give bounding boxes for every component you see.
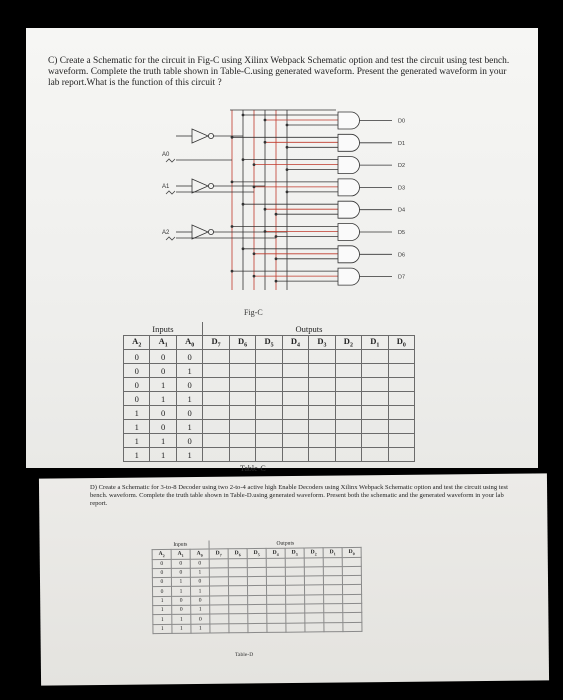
table-d-output-cell[interactable] (286, 623, 305, 632)
table-d-column-header: $D_0$ (342, 548, 361, 557)
output-label: D4 (398, 207, 406, 214)
table-d-output-cell[interactable] (323, 566, 342, 575)
output-label: D2 (398, 163, 406, 170)
wire-junction (242, 114, 244, 116)
table-d (152, 539, 363, 634)
wire-junction (253, 275, 255, 277)
table-d-input-cell: 1 (190, 568, 209, 577)
table-c-output-cell[interactable] (203, 350, 229, 364)
table-d-input-cell: 1 (172, 615, 191, 624)
table-d-column-header: $D_6$ (228, 549, 247, 558)
table-d-output-cell[interactable] (247, 586, 266, 595)
table-d-input-cell: 0 (190, 577, 209, 586)
table-d-output-cell[interactable] (210, 623, 229, 632)
table-d-output-cell[interactable] (286, 604, 305, 613)
table-d-inputs-header: Inputs (152, 540, 209, 549)
table-d-output-cell[interactable] (228, 586, 247, 595)
table-c-output-cell[interactable] (256, 434, 282, 448)
table-d-output-cell[interactable] (323, 576, 342, 585)
table-c-output-cell[interactable] (282, 378, 308, 392)
wire-junction (275, 236, 277, 238)
table-d-output-cell[interactable] (229, 595, 248, 604)
table-c-column-header: $D_3$ (309, 336, 335, 350)
table-d-output-cell[interactable] (305, 622, 324, 631)
and-gate (338, 201, 360, 218)
table-d-output-cell[interactable] (305, 613, 324, 622)
table-c-output-cell[interactable] (362, 392, 388, 406)
table-d-input-cell: 1 (153, 605, 172, 614)
table-d-input-cell: 0 (171, 568, 190, 577)
table-c-output-cell[interactable] (309, 448, 335, 462)
and-gate (338, 112, 360, 129)
table-d-input-cell: 1 (153, 615, 172, 624)
wire-junction (231, 181, 233, 183)
wire-junction (253, 186, 255, 188)
table-c-output-cell[interactable] (309, 392, 335, 406)
input-switch-icon (166, 237, 175, 240)
output-label: D6 (398, 252, 406, 259)
table-c-input-cell: 0 (150, 350, 176, 364)
table-d-input-cell: 0 (191, 614, 210, 623)
and-gate (338, 224, 360, 241)
table-d-input-cell: 0 (152, 559, 171, 568)
table-c-output-cell[interactable] (362, 406, 388, 420)
table-c-input-cell: 1 (150, 392, 176, 406)
wire-junction (242, 203, 244, 205)
table-d-output-cell[interactable] (209, 577, 228, 586)
table-d-output-cell[interactable] (343, 603, 362, 612)
table-c-output-cell[interactable] (282, 420, 308, 434)
table-c-output-cell[interactable] (282, 392, 308, 406)
table-d-input-cell: 0 (172, 605, 191, 614)
table-c-output-cell[interactable] (335, 350, 361, 364)
table-c-output-cell[interactable] (203, 378, 229, 392)
table-c-caption: Table-C (240, 464, 266, 473)
wire-junction (231, 136, 233, 138)
table-d-output-cell[interactable] (266, 558, 285, 567)
table-c-input-cell: 0 (176, 434, 202, 448)
table-d-output-cell[interactable] (267, 623, 286, 632)
table-c-row (124, 378, 415, 392)
table-d-output-cell[interactable] (248, 614, 267, 623)
table-c-input-cell: 0 (176, 378, 202, 392)
table-d-output-cell[interactable] (324, 594, 343, 603)
table-c-output-cell[interactable] (388, 350, 414, 364)
question-c-text: C) Create a Schematic for the circuit in Fig-C using Xilinx Webpack Schematic option and test the circuit using test bench. waveform. Complete the truth table shown in Table-C.using generated waveform. Present the generated waveform in your lab report.What is the function of this circuit ? (48, 56, 512, 88)
table-d-input-cell: 1 (171, 577, 190, 586)
table-c-output-cell[interactable] (229, 448, 255, 462)
table-c-output-cell[interactable] (388, 364, 414, 378)
table-c-output-cell[interactable] (229, 434, 255, 448)
output-label: D0 (398, 118, 406, 125)
input-switch-icon (166, 191, 175, 194)
table-d-outputs-header: Outputs (209, 539, 361, 549)
table-d-output-cell[interactable] (209, 558, 228, 567)
output-label: D7 (398, 274, 406, 281)
table-c-output-cell[interactable] (388, 406, 414, 420)
table-c-input-cell: 1 (150, 434, 176, 448)
table-c-output-cell[interactable] (203, 364, 229, 378)
table-d-output-cell[interactable] (248, 623, 267, 632)
table-c-input-cell: 0 (150, 364, 176, 378)
table-c-output-cell[interactable] (309, 378, 335, 392)
table-c-output-cell[interactable] (309, 420, 335, 434)
wire-junction (253, 253, 255, 255)
table-c-output-cell[interactable] (229, 392, 255, 406)
table-d-row (153, 622, 362, 633)
table-d-output-cell[interactable] (248, 604, 267, 613)
and-gate (338, 246, 359, 263)
table-c-input-cell: 0 (150, 406, 176, 420)
input-switch-icon (166, 159, 175, 162)
table-d-output-cell[interactable] (304, 576, 323, 585)
table-d-input-cell: 0 (171, 559, 190, 568)
table-d-column-header: $A_0$ (190, 549, 209, 558)
inverter-bubble (208, 183, 213, 188)
table-c-row (124, 434, 415, 448)
table-d-output-cell[interactable] (324, 604, 343, 613)
table-d-output-cell[interactable] (209, 568, 228, 577)
table-d-input-cell: 0 (152, 568, 171, 577)
table-d-output-cell[interactable] (324, 622, 343, 631)
table-c-output-cell[interactable] (362, 434, 388, 448)
table-d-output-cell[interactable] (342, 566, 361, 575)
wire-junction (242, 248, 244, 250)
table-c-input-cell: 1 (124, 434, 150, 448)
table-c-row (124, 392, 415, 406)
table-c-output-cell[interactable] (362, 448, 388, 462)
and-gate (338, 157, 360, 174)
table-c-input-cell: 1 (150, 448, 176, 462)
inverter-gate (192, 129, 208, 143)
table-d-input-cell: 0 (152, 578, 171, 587)
table-c-column-header-row (124, 336, 415, 350)
table-d-output-cell[interactable] (343, 622, 362, 631)
table-d-input-cell: 1 (153, 596, 172, 605)
table-d-column-header: $A_1$ (171, 549, 190, 558)
table-c-output-cell[interactable] (388, 392, 414, 406)
inverter-bubble (208, 229, 213, 234)
table-c-column-header: $D_2$ (335, 336, 361, 350)
table-c-output-cell[interactable] (388, 378, 414, 392)
table-c-output-cell[interactable] (203, 392, 229, 406)
table-c-input-cell: 0 (124, 364, 150, 378)
table-c-input-cell: 1 (124, 420, 150, 434)
table-c-column-header: $D_0$ (388, 336, 414, 350)
table-c-column-header: $A_2$ (124, 336, 150, 350)
table-d-input-cell: 1 (172, 624, 191, 633)
table-d-output-cell[interactable] (285, 567, 304, 576)
input-label: A1 (162, 184, 170, 190)
table-c-output-cell[interactable] (229, 350, 255, 364)
table-c-row (124, 420, 415, 434)
table-c-row (124, 350, 415, 364)
table-d-output-cell[interactable] (285, 585, 304, 594)
table-c-column-header: $D_7$ (203, 336, 229, 350)
table-c-output-cell[interactable] (203, 448, 229, 462)
table-d-output-cell[interactable] (209, 586, 228, 595)
table-d-output-cell[interactable] (286, 613, 305, 622)
table-c-output-cell[interactable] (282, 350, 308, 364)
table-c-output-cell[interactable] (362, 420, 388, 434)
table-d-column-header: $A_2$ (152, 550, 171, 559)
table-c-input-cell: 0 (124, 350, 150, 364)
table-d-input-cell: 0 (191, 596, 210, 605)
table-c-output-cell[interactable] (335, 392, 361, 406)
table-d-output-cell[interactable] (266, 567, 285, 576)
table-c-output-cell[interactable] (388, 420, 414, 434)
table-d-output-cell[interactable] (267, 595, 286, 604)
wire-junction (264, 141, 266, 143)
table-c-column-header: $D_6$ (229, 336, 255, 350)
table-d-output-cell[interactable] (266, 586, 285, 595)
table-c-input-cell: 1 (176, 420, 202, 434)
table-d-output-cell[interactable] (228, 567, 247, 576)
table-d-column-header: $D_4$ (266, 549, 285, 558)
table-c-group-header-row (124, 322, 415, 336)
table-d-output-cell[interactable] (323, 585, 342, 594)
and-gate (338, 134, 360, 151)
table-c-input-cell: 1 (150, 378, 176, 392)
table-d-output-cell[interactable] (343, 613, 362, 622)
table-d-output-cell[interactable] (342, 585, 361, 594)
table-d-input-cell: 1 (191, 624, 210, 633)
table-d-column-header: $D_3$ (285, 548, 304, 557)
table-d-column-header: $D_5$ (247, 549, 266, 558)
output-label: D3 (398, 185, 406, 192)
table-d-input-cell: 1 (190, 586, 209, 595)
table-d-output-cell[interactable] (229, 605, 248, 614)
table-d-output-cell[interactable] (342, 576, 361, 585)
table-d-output-cell[interactable] (342, 557, 361, 566)
and-gate (338, 268, 359, 285)
table-c-output-cell[interactable] (309, 350, 335, 364)
table-d-output-cell[interactable] (285, 558, 304, 567)
table-c-output-cell[interactable] (203, 434, 229, 448)
table-d-output-cell[interactable] (247, 558, 266, 567)
table-d-output-cell[interactable] (304, 585, 323, 594)
table-c-column-header: $D_4$ (282, 336, 308, 350)
output-label: D1 (398, 140, 406, 147)
table-c-output-cell[interactable] (309, 406, 335, 420)
table-c-output-cell[interactable] (282, 364, 308, 378)
table-c-input-cell: 0 (150, 420, 176, 434)
table-d-output-cell[interactable] (248, 595, 267, 604)
inverter-gate (192, 225, 208, 239)
table-d-output-cell[interactable] (210, 614, 229, 623)
table-c-input-cell: 0 (176, 406, 202, 420)
table-d-output-cell[interactable] (304, 557, 323, 566)
table-c-output-cell[interactable] (256, 392, 282, 406)
table-c-output-cell[interactable] (388, 434, 414, 448)
table-c-output-cell[interactable] (335, 364, 361, 378)
table-c-output-cell[interactable] (335, 448, 361, 462)
table-d-caption: Table-D (235, 652, 254, 658)
input-label: A0 (162, 152, 170, 158)
table-d-output-cell[interactable] (324, 613, 343, 622)
table-c-output-cell[interactable] (309, 364, 335, 378)
table-c-input-cell: 1 (176, 364, 202, 378)
table-c-output-cell[interactable] (203, 406, 229, 420)
input-label: A2 (162, 230, 170, 236)
table-d-column-header: $D_7$ (209, 549, 228, 558)
table-d-input-cell: 1 (153, 624, 172, 633)
table-d-output-cell[interactable] (266, 576, 285, 585)
table-c-output-cell[interactable] (256, 406, 282, 420)
table-c-outputs-header: Outputs (203, 322, 415, 336)
table-d-output-cell[interactable] (267, 614, 286, 623)
wire-junction (275, 213, 277, 215)
table-c-output-cell[interactable] (229, 378, 255, 392)
and-gate (338, 179, 360, 196)
table-c-output-cell[interactable] (335, 378, 361, 392)
table-c-column-header: $D_1$ (362, 336, 388, 350)
wire-junction (275, 280, 277, 282)
table-c-input-cell: 0 (124, 378, 150, 392)
table-c-input-cell: 0 (176, 350, 202, 364)
table-c-inputs-header: Inputs (124, 322, 203, 336)
table-d-output-cell[interactable] (285, 576, 304, 585)
table-c-input-cell: 1 (176, 392, 202, 406)
table-d-input-cell: 0 (172, 596, 191, 605)
table-c-output-cell[interactable] (335, 406, 361, 420)
table-d-output-cell[interactable] (247, 567, 266, 576)
table-d-output-cell[interactable] (286, 595, 305, 604)
fig-c-schematic (0, 0, 563, 320)
table-d-input-cell: 0 (153, 587, 172, 596)
table-c-output-cell[interactable] (256, 364, 282, 378)
table-c-row (124, 364, 415, 378)
table-c-output-cell[interactable] (203, 420, 229, 434)
wire-junction (253, 164, 255, 166)
table-d-output-cell[interactable] (304, 567, 323, 576)
table-d-output-cell[interactable] (228, 577, 247, 586)
table-c-output-cell[interactable] (282, 448, 308, 462)
table-c-input-cell: 0 (124, 392, 150, 406)
output-label: D5 (398, 230, 406, 236)
wire-junction (264, 119, 266, 121)
table-d-input-cell: 0 (190, 559, 209, 568)
wire-junction (275, 258, 277, 260)
table-d-output-cell[interactable] (228, 558, 247, 567)
table-c-output-cell[interactable] (362, 350, 388, 364)
table-d-output-cell[interactable] (305, 604, 324, 613)
wire-junction (231, 270, 233, 272)
table-d-column-header: $D_2$ (304, 548, 323, 557)
table-c-output-cell[interactable] (229, 420, 255, 434)
table-c-row (124, 406, 415, 420)
table-c-input-cell: 1 (124, 406, 150, 420)
table-c-output-cell[interactable] (362, 378, 388, 392)
table-c-output-cell[interactable] (256, 420, 282, 434)
table-c-output-cell[interactable] (229, 406, 255, 420)
table-d-output-cell[interactable] (229, 614, 248, 623)
table-d-output-cell[interactable] (305, 595, 324, 604)
table-c-output-cell[interactable] (388, 448, 414, 462)
table-c-row (124, 448, 415, 462)
inverter-gate (192, 179, 208, 193)
wire-junction (242, 159, 244, 161)
wire-junction (286, 191, 288, 193)
table-d-output-cell[interactable] (323, 557, 342, 566)
wire-junction (264, 208, 266, 210)
table-d-output-cell[interactable] (343, 594, 362, 603)
inverter-bubble (208, 133, 213, 138)
table-d-input-cell: 1 (191, 605, 210, 614)
wire-junction (286, 146, 288, 148)
table-d-input-cell: 1 (171, 587, 190, 596)
table-c-input-cell: 1 (124, 448, 150, 462)
wire-junction (231, 226, 233, 228)
table-c-output-cell[interactable] (309, 434, 335, 448)
table-c-column-header: $A_1$ (150, 336, 176, 350)
table-d-output-cell[interactable] (267, 604, 286, 613)
table-d-output-cell[interactable] (247, 577, 266, 586)
wire-junction (264, 231, 266, 233)
table-d-output-cell[interactable] (229, 623, 248, 632)
table-c-output-cell[interactable] (335, 434, 361, 448)
table-d-output-cell[interactable] (210, 596, 229, 605)
table-d-column-header: $D_1$ (323, 548, 342, 557)
table-c-output-cell[interactable] (335, 420, 361, 434)
table-c-output-cell[interactable] (282, 434, 308, 448)
wire-junction (286, 169, 288, 171)
table-c-column-header: $A_0$ (176, 336, 202, 350)
table-c-output-cell[interactable] (256, 350, 282, 364)
table-c (123, 322, 415, 462)
wire-junction (286, 124, 288, 126)
fig-c-caption: Fig-C (244, 308, 263, 317)
table-c-output-cell[interactable] (362, 364, 388, 378)
table-c-output-cell[interactable] (229, 364, 255, 378)
table-c-input-cell: 1 (176, 448, 202, 462)
table-c-output-cell[interactable] (282, 406, 308, 420)
table-d-output-cell[interactable] (210, 605, 229, 614)
question-d-text: D) Create a Schematic for 3-to-8 Decoder using two 2-to-4 active high Enable Decoders using Xilinx Webpack Schematic option and test the circuit using test bench. waveform. Complete the truth table shown in Table-D.using generated waveform. Present both the schematic and the generated waveform in your lab report. (90, 484, 510, 507)
table-c-output-cell[interactable] (256, 378, 282, 392)
table-c-output-cell[interactable] (256, 448, 282, 462)
table-c-column-header: $D_5$ (256, 336, 282, 350)
